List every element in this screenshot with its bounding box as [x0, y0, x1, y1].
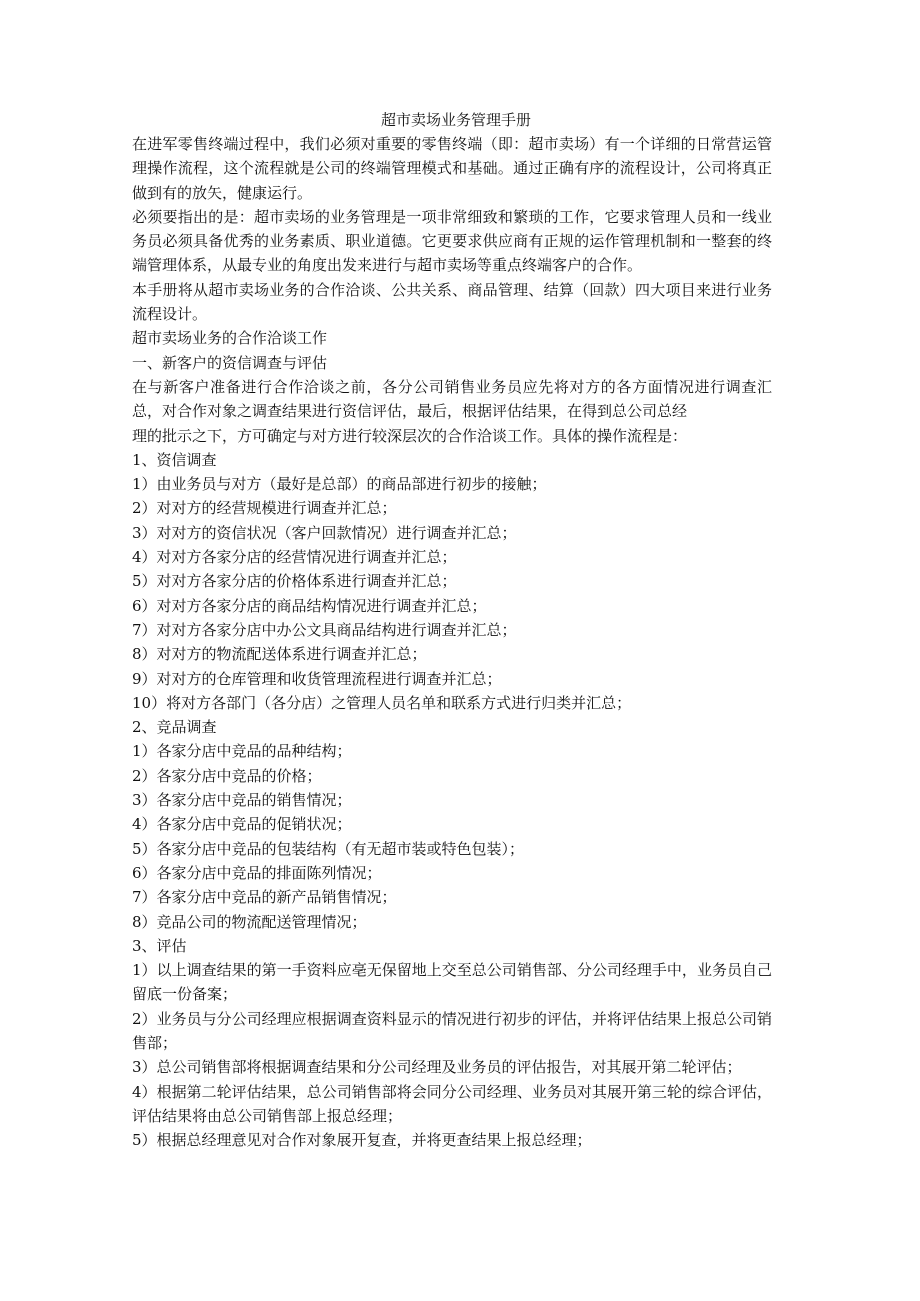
subsection-heading: 一、新客户的资信调查与评估 — [132, 353, 328, 372]
list-item: 8）对对方的物流配送体系进行调查并汇总； — [132, 645, 427, 664]
list-item: 2）业务员与分公司经理应根据调查资料显示的情况进行初步的评估，并将评估结果上报总公司销售部； — [132, 1009, 772, 1052]
list-item: 5）各家分店中竞品的包装结构（有无超市装或特色包装）； — [132, 839, 525, 858]
list-item: 3）总公司销售部将根据调查结果和分公司经理及业务员的评估报告，对其展开第二轮评估； — [132, 1058, 742, 1077]
list-item: 4）根据第二轮评估结果，总公司销售部将会同分公司经理、业务员对其展开第三轮的综合评估，评估结果将由总公司销售部上报总经理； — [132, 1082, 772, 1125]
list-item: 2）各家分店中竞品的价格； — [132, 766, 322, 785]
evaluation-list — [132, 958, 772, 1152]
list-item: 5）根据总经理意见对合作对象展开复查，并将更查结果上报总经理； — [132, 1131, 592, 1150]
document-page — [132, 108, 772, 1152]
list-item: 2）对对方的经营规模进行调查并汇总； — [132, 499, 397, 518]
list-item: 6）对对方各家分店的商品结构情况进行调查并汇总； — [132, 596, 487, 615]
list-item: 7）各家分店中竞品的新产品销售情况； — [132, 888, 397, 907]
document-title: 超市卖场业务管理手册 — [380, 111, 531, 129]
intro-paragraph: 必须要指出的是：超市卖场的业务管理是一项非常细致和繁琐的工作，它要求管理人员和一线业务员必须具备优秀的业务素质、职业道德。它更要求供应商有正规的运作管理机制和一整套的终端管理体系，从最专业的角度出发来进行与超市卖场等重点终端客户的合作。 — [132, 207, 772, 275]
list-item: 10）将对方各部门（各分店）之管理人员名单和联系方式进行归类并汇总； — [132, 693, 632, 712]
competitor-heading: 2、竞品调查 — [132, 718, 217, 737]
evaluation-heading: 3、评估 — [132, 936, 187, 955]
credit-list — [132, 472, 772, 715]
credit-heading: 1、资信调查 — [132, 450, 217, 469]
list-item: 3）各家分店中竞品的销售情况； — [132, 791, 352, 810]
list-item: 9）对对方的仓库管理和收货管理流程进行调查并汇总； — [132, 669, 502, 688]
list-item: 6）各家分店中竞品的排面陈列情况； — [132, 863, 382, 882]
list-item: 4）对对方各家分店的经营情况进行调查并汇总； — [132, 548, 457, 567]
list-item: 1）各家分店中竞品的品种结构； — [132, 742, 352, 761]
intro-paragraph: 本手册将从超市卖场业务的合作洽谈、公共关系、商品管理、结算（回款）四大项目来进行业务流程设计。 — [132, 280, 772, 324]
intro-paragraph: 在进军零售终端过程中，我们必须对重要的零售终端（即：超市卖场）有一个详细的日常营运管理操作流程，这个流程就是公司的终端管理模式和基础。通过正确有序的流程设计，公司将真正做到有的放矢，健康运行。 — [132, 135, 772, 202]
list-item: 3）对对方的资信状况（客户回款情况）进行调查并汇总； — [132, 523, 517, 542]
list-item: 4）各家分店中竞品的促销状况； — [132, 815, 352, 834]
list-item: 5）对对方各家分店的价格体系进行调查并汇总； — [132, 572, 457, 591]
list-item: 8）竞品公司的物流配送管理情况； — [132, 912, 367, 931]
list-item: 1）以上调查结果的第一手资料应亳无保留地上交至总公司销售部、分公司经理手中，业务员自己留底一份备案； — [132, 961, 772, 1004]
list-item: 7）对对方各家分店中办公文具商品结构进行调查并汇总； — [132, 620, 517, 639]
competitor-list — [132, 739, 772, 933]
subsection-intro: 在与新客户准备进行合作洽谈之前，各分公司销售业务员应先将对方的各方面情况进行调查汇总，对合作对象之调查结果进行资信评估，最后，根据评估结果，在得到总公司总经 — [132, 377, 772, 421]
section-heading: 超市卖场业务的合作洽谈工作 — [132, 329, 328, 348]
subsection-intro-continued: 理的批示之下，方可确定与对方进行较深层次的合作洽谈工作。具体的操作流程是： — [132, 426, 688, 445]
list-item: 1）由业务员与对方（最好是总部）的商品部进行初步的接触； — [132, 475, 547, 494]
